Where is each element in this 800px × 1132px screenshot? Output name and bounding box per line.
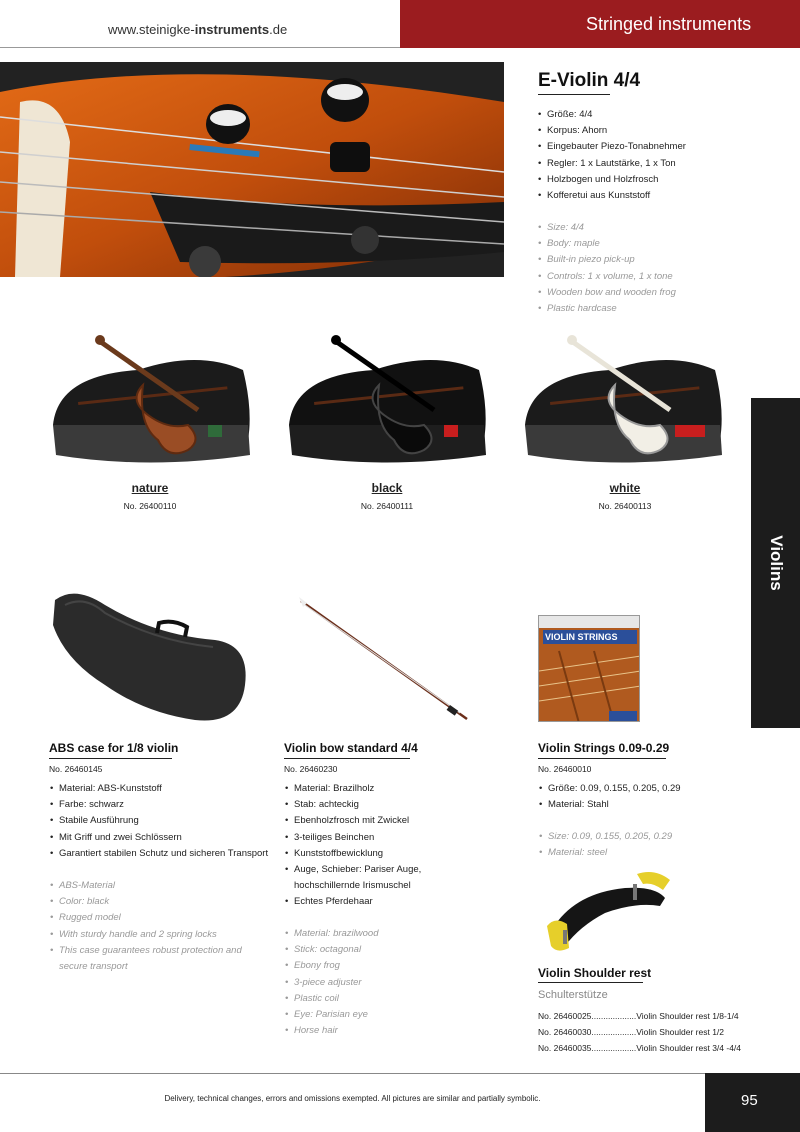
page-number: 95: [741, 1092, 758, 1109]
eviolin-white-photo: [520, 330, 725, 475]
feature-item: • 3-teiliges Beinchen: [285, 830, 435, 846]
footer-disclaimer: Delivery, technical changes, errors and omissions exempted. All pictures are similar and partially symbolic.: [164, 1094, 541, 1103]
feature-item: • Ebenholzfrosch mit Zwickel: [285, 813, 435, 829]
feature-item: • Rugged model: [50, 910, 270, 926]
abs-case-title-underline: [49, 758, 172, 759]
shoulder-rest-item: No. 26460035...................Violin Shoulder rest 3/4 -4/4: [538, 1043, 742, 1053]
feature-item: • Garantiert stabilen Schutz und sicheren Transport: [50, 846, 270, 862]
category-tab: [751, 398, 800, 728]
feature-item: • Material: Stahl: [539, 797, 739, 813]
eviolin-nature-photo: [48, 330, 253, 475]
shoulder-rest-title: Violin Shoulder rest: [538, 966, 652, 980]
feature-item: • Größe: 4/4: [538, 107, 748, 123]
abs-case-features-de: [50, 781, 270, 862]
abs-case-title: ABS case for 1/8 violin: [49, 741, 179, 755]
feature-item: • Holzbogen und Holzfrosch: [538, 172, 748, 188]
variant-label-nature: nature: [131, 481, 169, 495]
eviolin-title: E-Violin 4/4: [538, 70, 641, 91]
section-header: [400, 0, 800, 48]
shoulder-rest-item: No. 26460025...................Violin Shoulder rest 1/8-1/4: [538, 1011, 739, 1021]
eviolin-features-de: [538, 107, 748, 204]
feature-item: • Controls: 1 x volume, 1 x tone: [538, 269, 748, 285]
eviolin-features-en: [538, 220, 748, 317]
page-number-box: [705, 1073, 800, 1132]
bow-title-underline: [284, 758, 410, 759]
abs-case-item-no: No. 26460145: [49, 764, 103, 774]
violin-strings-pack-photo: [538, 615, 640, 722]
feature-item: • Built-in piezo pick-up: [538, 252, 748, 268]
feature-item: • Eye: Parisian eye: [285, 1007, 435, 1023]
bow-features-de: [285, 781, 435, 911]
violin-bow-photo: [295, 595, 475, 725]
strings-features-en: [539, 829, 739, 861]
feature-item: • Größe: 0.09, 0.155, 0.205, 0.29: [539, 781, 739, 797]
feature-item: • Horse hair: [285, 1023, 435, 1039]
feature-item: • Size: 0.09, 0.155, 0.205, 0.29: [539, 829, 739, 845]
strings-pack-label: VIOLIN STRINGS: [545, 632, 618, 642]
shoulder-rest-item: No. 26460030...................Violin Shoulder rest 1/2: [538, 1027, 725, 1037]
feature-item: • Size: 4/4: [538, 220, 748, 236]
bow-features-en: [285, 926, 435, 1039]
feature-item: • Echtes Pferdehaar: [285, 894, 435, 910]
footer-rule: [0, 1073, 705, 1074]
shoulder-rest-title-underline: [538, 982, 643, 983]
website-url[interactable]: www.steinigke-instruments.de: [108, 22, 288, 37]
strings-title-underline: [538, 758, 666, 759]
eviolin-closeup-photo: [0, 62, 504, 277]
feature-item: • Kunststoffbewicklung: [285, 846, 435, 862]
feature-item: • Material: brazilwood: [285, 926, 435, 942]
feature-item: • Plastic hardcase: [538, 301, 748, 317]
feature-item: • ABS-Material: [50, 878, 270, 894]
feature-item: • This case guarantees robust protection and secure transport: [50, 943, 270, 975]
feature-item: • Material: Brazilholz: [285, 781, 435, 797]
variant-label-white: white: [609, 481, 641, 495]
feature-item: • Regler: 1 x Lautstärke, 1 x Ton: [538, 156, 748, 172]
variant-no-white: No. 26400113: [598, 501, 652, 511]
feature-item: • Korpus: Ahorn: [538, 123, 748, 139]
feature-item: • Auge, Schieber: Pariser Auge, hochschillernde Irismuschel: [285, 862, 435, 894]
bow-title: Violin bow standard 4/4: [284, 741, 418, 755]
section-title: Stringed instruments: [586, 14, 752, 34]
strings-title: Violin Strings 0.09-0.29: [538, 741, 670, 755]
feature-item: • Eingebauter Piezo-Tonabnehmer: [538, 139, 748, 155]
category-tab-label: Violins: [766, 535, 786, 591]
feature-item: • Body: maple: [538, 236, 748, 252]
strings-features-de: [539, 781, 739, 813]
shoulder-rest-subtitle: Schulterstütze: [538, 989, 608, 1001]
abs-case-photo: [45, 585, 250, 730]
eviolin-title-underline: [538, 94, 610, 95]
eviolin-black-photo: [284, 330, 489, 475]
feature-item: • With sturdy handle and 2 spring locks: [50, 927, 270, 943]
feature-item: • Stabile Ausführung: [50, 813, 270, 829]
variant-label-black: black: [371, 481, 403, 495]
feature-item: • Farbe: schwarz: [50, 797, 270, 813]
feature-item: • Stick: octagonal: [285, 942, 435, 958]
feature-item: • Material: steel: [539, 845, 739, 861]
feature-item: • Color: black: [50, 894, 270, 910]
variant-no-black: No. 26400111: [360, 501, 414, 511]
abs-case-features-en: [50, 878, 270, 975]
shoulder-rest-photo: [545, 868, 675, 958]
variant-no-nature: No. 26400110: [123, 501, 177, 511]
feature-item: • Mit Griff und zwei Schlössern: [50, 830, 270, 846]
feature-item: • Wooden bow and wooden frog: [538, 285, 748, 301]
feature-item: • Stab: achteckig: [285, 797, 435, 813]
feature-item: • Kofferetui aus Kunststoff: [538, 188, 748, 204]
header-rule: [0, 47, 400, 48]
feature-item: • 3-piece adjuster: [285, 975, 435, 991]
feature-item: • Ebony frog: [285, 958, 435, 974]
bow-item-no: No. 26460230: [284, 764, 338, 774]
feature-item: • Plastic coil: [285, 991, 435, 1007]
feature-item: • Material: ABS-Kunststoff: [50, 781, 270, 797]
strings-item-no: No. 26460010: [538, 764, 592, 774]
